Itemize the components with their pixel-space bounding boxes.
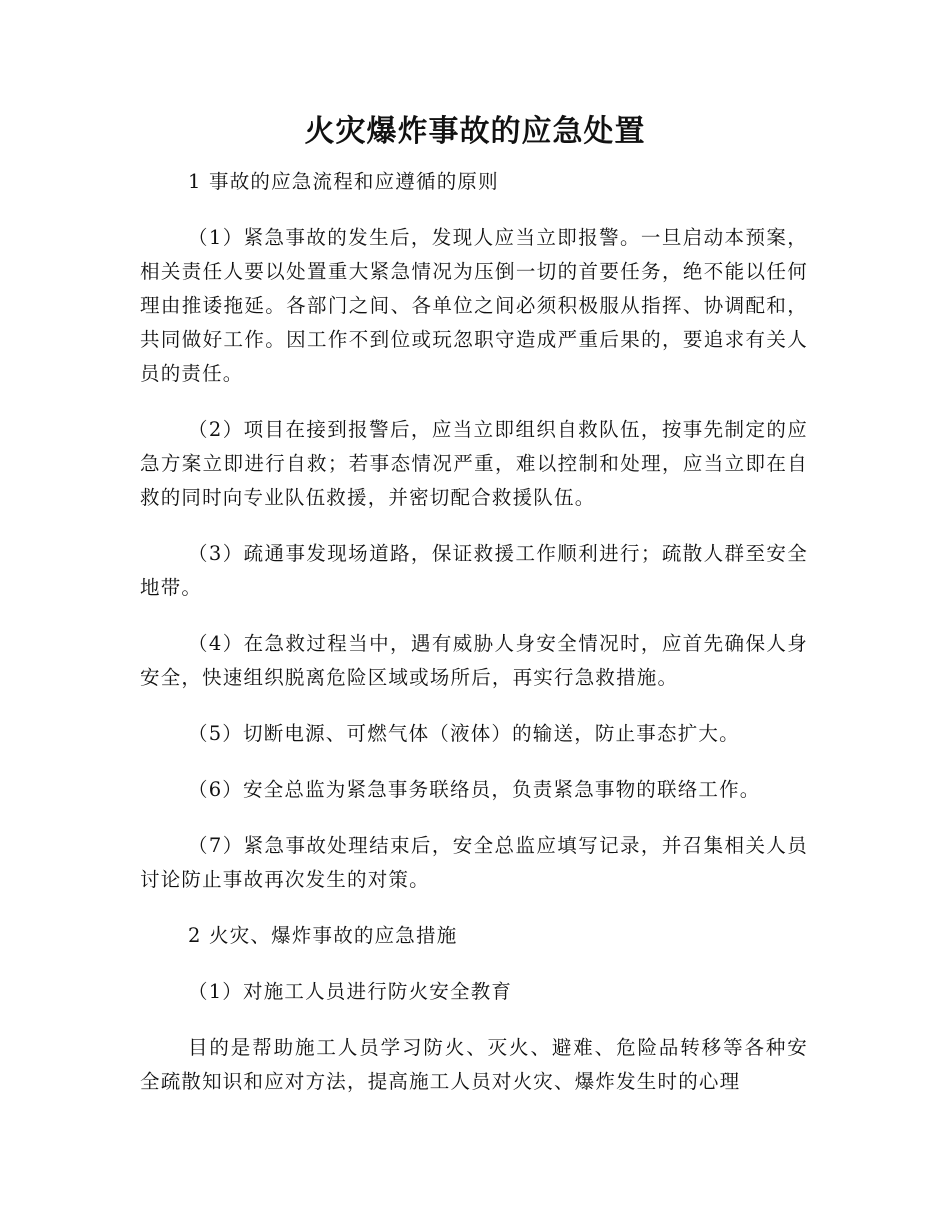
paragraph-item-4: （4）在急救过程当中，遇有威胁人身安全情况时，应首先确保人身安全，快速组织脱离危险区域或场所后，再实行急救措施。 (140, 632, 808, 689)
paragraph-item-2: （2）项目在接到报警后，应当立即组织自救队伍，按事先制定的应急方案立即进行自救；若事态情况严重，难以控制和处理，应当立即在自救的同时向专业队伍救援，并密切配合救援队伍。 (140, 418, 808, 509)
document-body (140, 165, 808, 1121)
section-heading-2: 2 火灾、爆炸事故的应急措施 (188, 924, 458, 947)
subsection-heading-1: （1）对施工人员进行防火安全教育 (188, 980, 513, 1003)
document-title: 火灾爆炸事故的应急处置 (304, 114, 646, 149)
section-heading-1: 1 事故的应急流程和应遵循的原则 (188, 170, 499, 193)
paragraph-item-6: （6）安全总监为紧急事务联络员，负责紧急事物的联络工作。 (188, 778, 761, 801)
paragraph-item-3: （3）疏通事发现场道路，保证救援工作顺利进行；疏散人群至安全地带。 (140, 542, 808, 599)
paragraph-sub1-text: 目的是帮助施工人员学习防火、灭火、避难、危险品转移等各种安全疏散知识和应对方法，提高施工人员对火灾、爆炸发生时的心理 (140, 1036, 808, 1093)
paragraph-item-7: （7）紧急事故处理结束后，安全总监应填写记录，并召集相关人员讨论防止事故再次发生的对策。 (140, 834, 808, 891)
paragraph-item-5: （5）切断电源、可燃气体（液体）的输送，防止事态扩大。 (188, 722, 740, 745)
paragraph-item-1: （1）紧急事故的发生后，发现人应当立即报警。一旦启动本预案，相关责任人要以处置重大紧急情况为压倒一切的首要任务，绝不能以任何理由推诿拖延。各部门之间、各单位之间必须积极服从指挥、协调配和，共同做好工作。因工作不到位或玩忽职守造成严重后果的，要追求有关人员的责任。 (140, 226, 808, 385)
